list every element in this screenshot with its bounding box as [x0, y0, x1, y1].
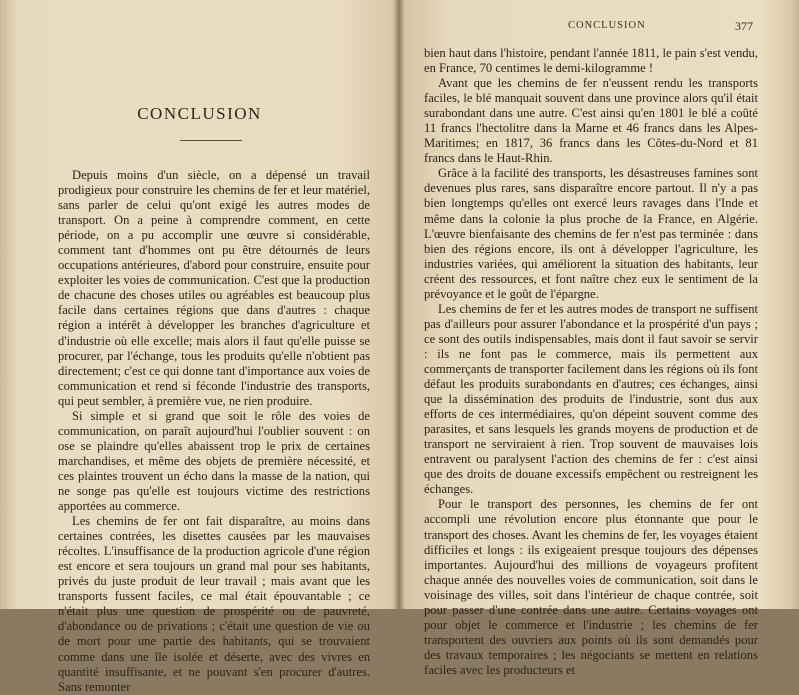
paragraph: Si simple et si grand que soit le rôle des voies de communication, on paraît aujourd'hui l'oublier souvent : on ose se plaindre qu'elles abaissent trop le prix de certaines marchandises, et même des objets de première nécessité, et ces plaintes trouvent un écho dans la masse de la nation, qui ne songe pas qu'elle est toujours victime des restrictions apportées au commerce.: [58, 408, 370, 514]
left-page-text: [58, 168, 370, 695]
left-page: [0, 0, 399, 694]
paragraph: Avant que les chemins de fer n'eussent rendu les transports faciles, le blé manquait souvent dans une province alors qu'il était surabondant dans une autre. C'est ainsi qu'en 1801 le blé a coûté 11 francs l'hectolitre dans la Marne et 46 francs dans les Alpes-Maritimes; en 1817, 36 francs dans les Côtes-du-Nord et 81 francs dans le Haut-Rhin.: [424, 76, 758, 166]
running-head: CONCLUSION: [568, 20, 646, 31]
right-page-text: [424, 46, 758, 678]
page-title: CONCLUSION: [137, 104, 262, 123]
paragraph: Les chemins de fer ont fait disparaître, au moins dans certaines contrées, les disettes causées par les mauvaises récoltes. L'insuffisance de la production agricole d'une région est encore et sera toujours un grand mal pour ses habitants, privés du juste produit de leur travail ; mais avant que les transports fussent faciles, ce mal était épouvantable ; ce n'était plus une question de prospérité ou de pauvreté, d'abondance ou de privations ; c'était une question de vie ou de mort pour une partie des habitants, qui se trouvaient comme dans une île isolée et déserte, avec des vivres en quantité insuffisante, et ne pouvant s'en procurer d'autres. Sans remonter: [58, 514, 370, 694]
title-rule: [180, 140, 242, 141]
paragraph: Grâce à la facilité des transports, les désastreuses famines sont devenues plus rares, sans disparaître encore partout. Il n'y a pas bien longtemps qu'elles ont exercé leurs ravages dans l'Inde et même dans la colonie la plus proche de la France, en Algérie. L'œuvre bienfaisante des chemins de fer n'est pas terminée : dans bien des régions encore, ils ont à développer l'agriculture, les industries variées, qui améliorent la situation des habitants, leur créent des ressources, et font naître chez eux le sentiment de la prévoyance et le goût de l'épargne.: [424, 166, 758, 301]
paragraph: Depuis moins d'un siècle, on a dépensé un travail prodigieux pour construire les chemins de fer et leur matériel, sans parler de celui qu'ont exigé les autres modes de transport. On a peine à comprendre comment, en cette période, on a pu accomplir une œuvre si considérable, comment tant d'hommes ont pu être détournés de leurs occupations antérieures, d'abord pour construire, ensuite pour exploiter les voies de communication. C'est que la production de chacune des choses utiles ou agréables est beaucoup plus facile dans certaines régions que dans d'autres : chaque région a intérêt à développer les branches d'agriculture et d'industrie où elle excelle; mais alors il faut qu'elle puisse se procurer, par l'échange, tous les produits qu'elle n'obtient pas directement; c'est ce qui donne tant d'importance aux voies de communication et rend si féconde l'industrie des transports, qui peut sembler, à première vue, ne rien produire.: [58, 168, 370, 408]
right-page: [400, 0, 799, 677]
paragraph-continuation: bien haut dans l'histoire, pendant l'année 1811, le pain s'est vendu, en France, 70 centimes le demi-kilogramme !: [424, 46, 758, 76]
page-number: 377: [735, 19, 753, 33]
paragraph: Les chemins de fer et les autres modes de transport ne suffisent pas d'ailleurs pour assurer l'abondance et la prospérité d'un pays ; ce sont des outils indispensables, mais dont il faut savoir se servir : ils ne font pas le commerce, mais ils permettent aux commerçants de transporter facilement dans les régions où ils font défaut les produits surabondants en d'autres; ces échanges, ainsi que la dissémination des produits de l'industrie, sont dus aux efforts de ces intermédiaires, qu'on dépeint souvent comme des parasites, et sans lesquels les grands moyens de production et de transport ne serviraient à rien. Trop souvent de mauvaises lois entravent ou paralysent l'action des chemins de fer : c'est ainsi que des droits de douane excessifs empêchent ou restreignent les échanges.: [424, 301, 758, 497]
paragraph: Pour le transport des personnes, les chemins de fer ont accompli une révolution encore plus étonnante que pour le transport des choses. Avant les chemins de fer, les voyages étaient difficiles et longs : ils exigeaient presque toujours des dépenses importantes. Aujourd'hui des millions de voyageurs profitent chaque année des nouvelles voies de communication, soit dans le voisinage des villes, soit dans l'intérieur de chaque contrée, soit pour passer d'une contrée dans une autre. Certains voyages ont pour objet le commerce et l'industrie ; les chemins de fer transportent des ouvriers aux points où ils sont demandés pour des travaux temporaires ; les négociants se mettent en relations faciles avec les producteurs et: [424, 497, 758, 677]
